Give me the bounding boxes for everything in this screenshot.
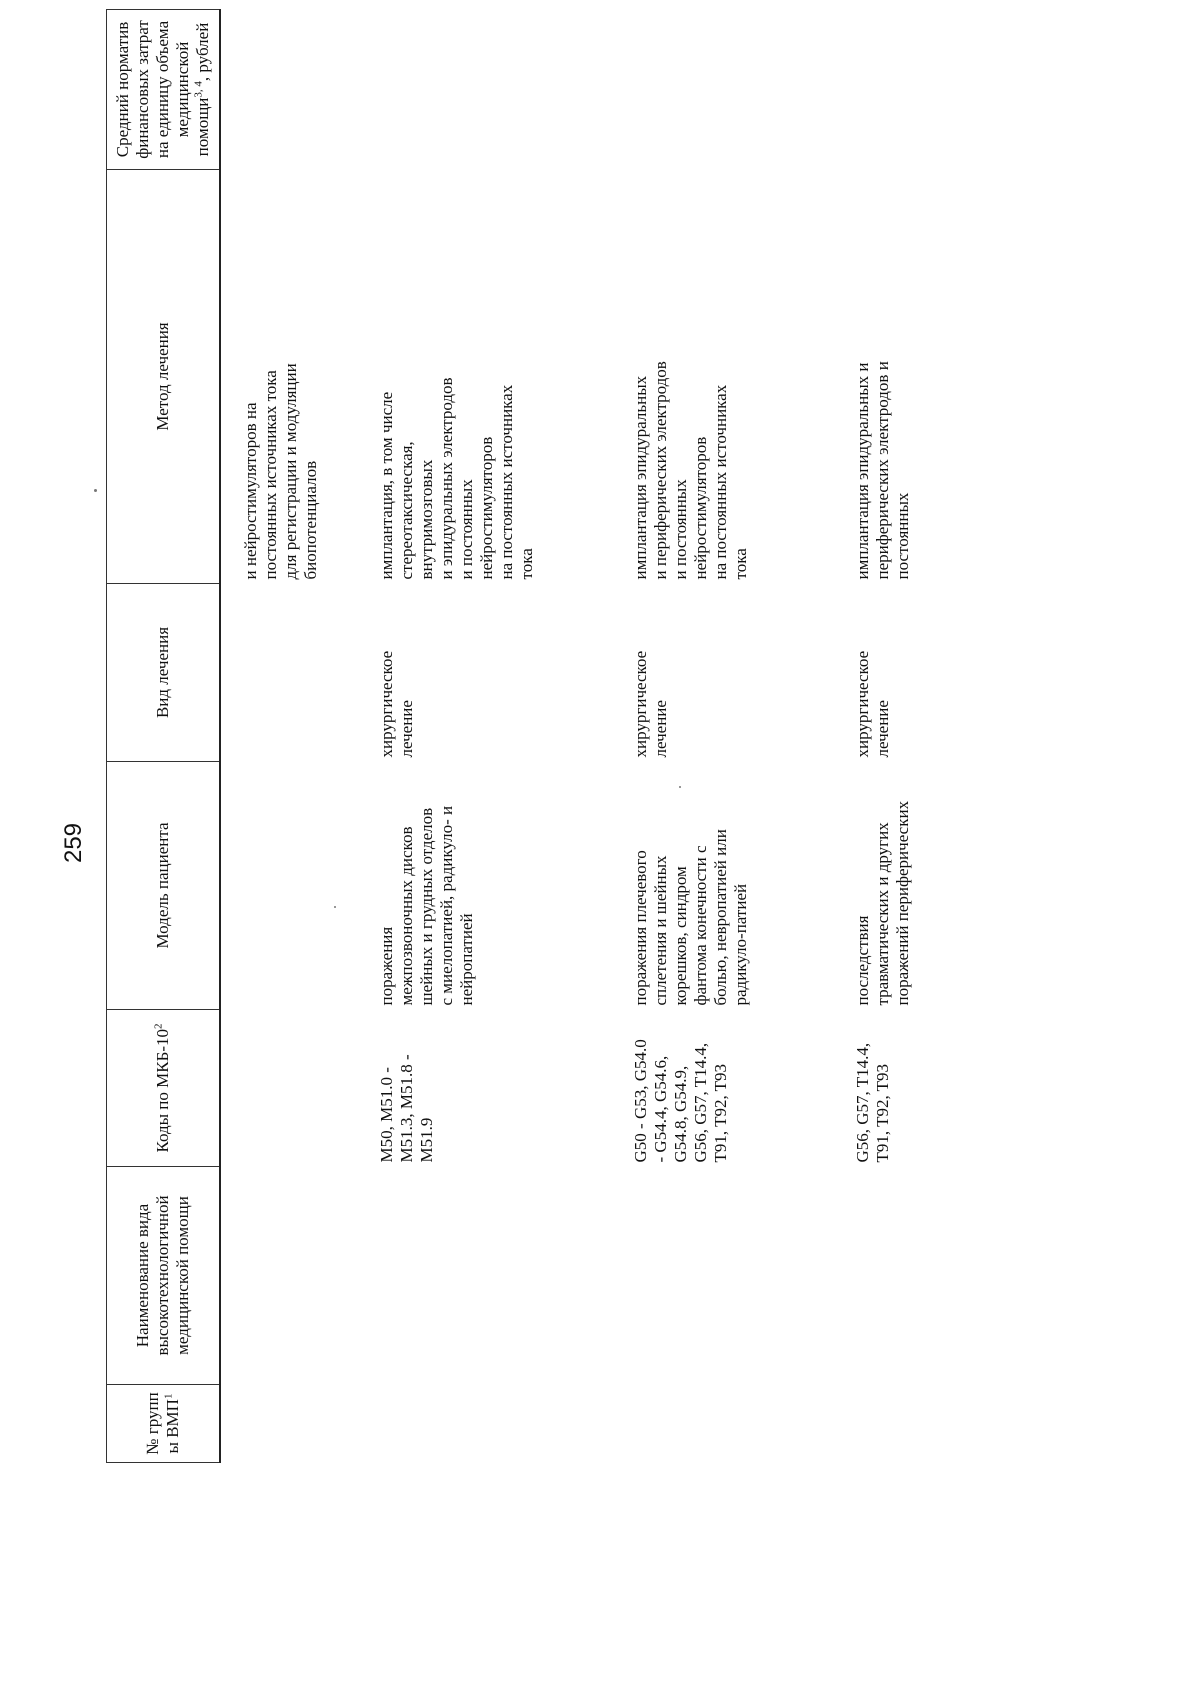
cell-treatment-type: хирургическое лечение: [377, 650, 416, 758]
cell-method: имплантация, в том числе стереотаксическая, внутримозговых и эпидуральных электродов и постоянных нейростимуляторов на постоянных источниках тока: [377, 377, 536, 580]
page-number: 259: [60, 822, 87, 864]
cell-codes: M50, M51.0 - M51.3, M51.8 - M51.9: [377, 1054, 436, 1163]
cell-model: последствия травматических и других поражений периферических: [853, 800, 912, 1006]
table-row: [375, 10, 629, 1463]
cell-model: [220, 762, 375, 1010]
cell-codes: G50 - G53, G54.0 - G54.4, G54.6, G54.8, G54.9, G56, G57, T14.4, T91, T92, T93: [631, 1039, 730, 1163]
cell-group: [220, 1385, 375, 1463]
cell-name: [851, 1167, 955, 1385]
cell-codes: [220, 1010, 375, 1167]
cell-name: [220, 1167, 375, 1385]
cell-name: [375, 1167, 629, 1385]
cell-cost: [629, 10, 851, 170]
cell-model: поражения межпозвоночных дисков шейных и грудных отделов с миелопатией, радикуло- и нейропатией: [377, 805, 476, 1006]
header-average-cost: Средний норматив финансовых затрат на единицу объема медицинской помощи$^{3, 4}$, рублей: [107, 10, 221, 170]
vmp-table: [106, 9, 955, 1463]
cell-cost: [851, 10, 955, 170]
cell-group: [629, 1385, 851, 1463]
table-row: [851, 10, 955, 1463]
table-header-row: [107, 10, 221, 1463]
header-treatment-method: Метод лечения: [107, 170, 221, 584]
header-patient-model: Модель пациента: [107, 762, 221, 1010]
cell-model: поражения плечевого сплетения и шейных корешков, синдром фантома конечности с болью, невропатией или радикуло-патией: [631, 829, 750, 1006]
cell-cost: [375, 10, 629, 170]
cell-cost: [220, 10, 375, 170]
cell-group: [851, 1385, 955, 1463]
cell-name: [629, 1167, 851, 1385]
cell-method: и нейростимуляторов на постоянных источниках тока для регистрации и модуляции биопотенциалов: [241, 363, 320, 580]
cell-method: имплантация эпидуральных и периферических электродов и постоянных: [853, 361, 912, 580]
cell-treatment-type: хирургическое лечение: [853, 650, 892, 758]
header-icd-codes: Коды по МКБ-$10^2$: [107, 1010, 221, 1167]
cell-treatment-type: [220, 584, 375, 762]
cell-treatment-type: хирургическое лечение: [631, 650, 670, 758]
table-row: [629, 10, 851, 1463]
cell-method: имплантация эпидуральных и периферических электродов и постоянных нейростимуляторов на постоянных источниках тока: [631, 361, 750, 580]
header-group-number: № групп ы ВМП$^1$: [107, 1385, 221, 1463]
cell-group: [375, 1385, 629, 1463]
header-vmp-name: Наименование вида высокотехнологичной медицинской помощи: [107, 1167, 221, 1385]
header-treatment-type: Вид лечения: [107, 584, 221, 762]
table-row: [220, 10, 375, 1463]
cell-codes: G56, G57, T14.4, T91, T92, T93: [853, 1042, 892, 1163]
